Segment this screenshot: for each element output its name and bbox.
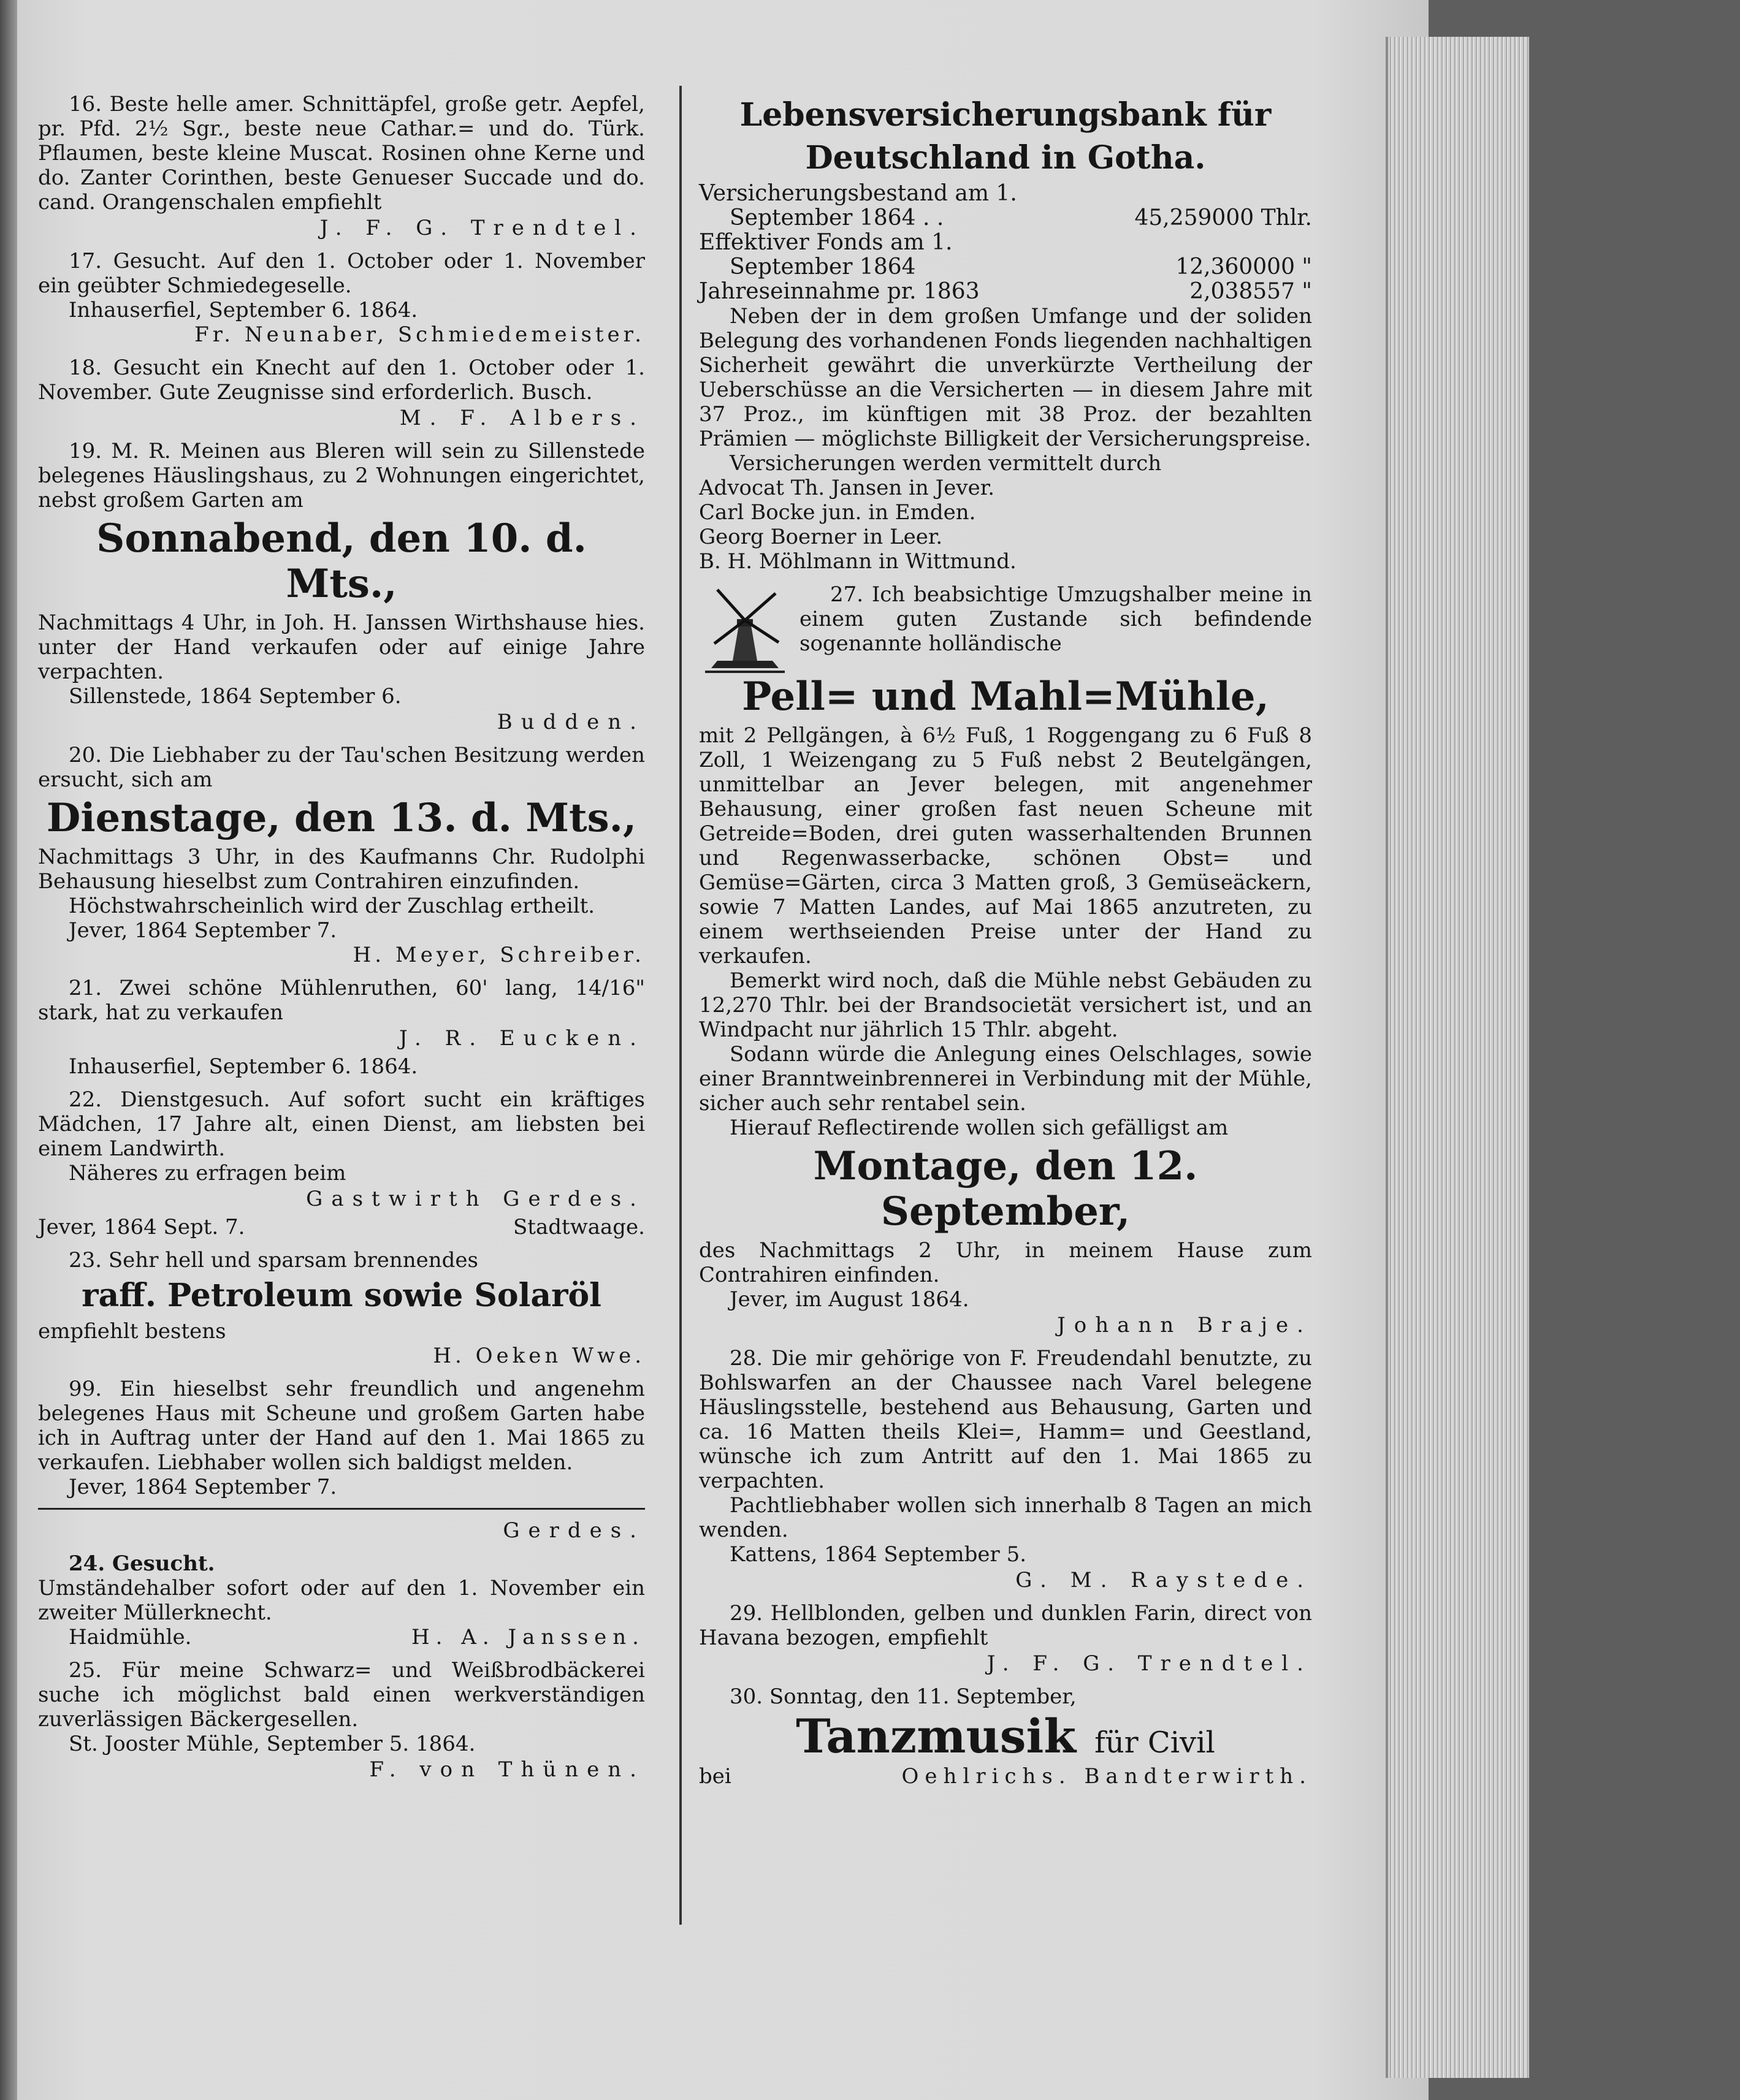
insurance-ad xyxy=(699,96,1312,574)
insurance-line: Versicherungsbestand am 1. xyxy=(699,181,1017,206)
ad-text: Höchstwahrscheinlich wird der Zuschlag ertheilt. xyxy=(69,894,595,918)
insurance-agents-intro: Versicherungen werden vermittelt durch xyxy=(730,451,1162,476)
ad-text: Pachtliebhaber wollen sich innerhalb 8 Tagen an mich wenden. xyxy=(699,1493,1312,1542)
ad-signature: F. von Thünen. xyxy=(369,1757,645,1782)
ad-place: St. Jooster Mühle, September 5. 1864. xyxy=(69,1732,476,1756)
ad-text: 19. M. R. Meinen aus Bleren will sein zu Sillenstede belegenes Häuslingshaus, zu 2 Wohnungen eingerichtet, nebst großem Garten am xyxy=(38,439,645,512)
ad-display-date: Montage, den 12. September, xyxy=(813,1143,1198,1235)
ad-text: 20. Die Liebhaber zu der Tau'schen Besitzung werden ersucht, sich am xyxy=(38,743,645,792)
ad-text: Umständehalber sofort oder auf den 1. November ein zweiter Müllerknecht. xyxy=(38,1576,645,1625)
ad-signature: J. F. G. Trendtel. xyxy=(319,216,645,240)
insurance-value: 2,038557 " xyxy=(1189,279,1312,304)
ad-text: 22. Dienstgesuch. Auf sofort sucht ein kräftiges Mädchen, 17 Jahre alt, einen Dienst, am liebsten bei einem Landwirth. xyxy=(38,1087,645,1161)
insurance-label: Jahreseinnahme pr. 1863 xyxy=(699,279,980,304)
ad-place: Sillenstede, 1864 September 6. xyxy=(69,684,402,709)
ad-text: 25. Für meine Schwarz= und Weißbrodbäckerei suche ich möglichst bald einen werkverständigen zuverlässigen Bäckergesellen. xyxy=(38,1658,645,1732)
right-column xyxy=(699,92,1312,1797)
insurance-body: Neben der in dem großen Umfange und der soliden Belegung des vorhandenen Fonds liegenden nachhaltigen Sicherheit gewährt die unverkürzte Vertheilung der Ueberschüsse an die Versicherten — in diesem Jahre mit 37 Proz., im künftigen mit 38 Proz. der bezahlten Prämien — möglichste Billigkeit der Versicherungspreise. xyxy=(699,304,1312,451)
ad-place-row xyxy=(38,1215,645,1239)
ad-29 xyxy=(699,1601,1312,1676)
section-rule xyxy=(38,1508,645,1510)
ad-22 xyxy=(38,1087,645,1239)
ad-signature: Gastwirth Gerdes. xyxy=(306,1187,645,1211)
ad-place-row xyxy=(38,1625,645,1649)
ad-text: 18. Gesucht ein Knecht auf den 1. October oder 1. November. Gute Zeugnisse sind erforderlich. Busch. xyxy=(38,356,645,405)
insurance-agent: B. H. Möhlmann in Wittmund. xyxy=(699,549,1017,574)
ad-25 xyxy=(38,1658,645,1782)
ad-99 xyxy=(38,1377,645,1499)
insurance-row-1 xyxy=(699,206,1312,230)
ad-28 xyxy=(699,1346,1312,1592)
ad-text: empfiehlt bestens xyxy=(38,1319,226,1344)
ad-text: Näheres zu erfragen beim xyxy=(69,1161,346,1185)
ad-18 xyxy=(38,356,645,430)
insurance-agent: Georg Boerner in Leer. xyxy=(699,525,943,549)
ad-text: 30. Sonntag, den 11. September, xyxy=(730,1684,1077,1709)
ad-heading: 24. Gesucht. xyxy=(69,1551,215,1576)
ad-23 xyxy=(38,1248,645,1368)
insurance-row-4 xyxy=(699,280,1312,304)
ad-display-product: raff. Petroleum sowie Solaröl xyxy=(82,1277,601,1314)
ad-text: 17. Gesucht. Auf den 1. October oder 1. November ein geübter Schmiedegeselle. xyxy=(38,249,645,298)
ad-text: Bemerkt wird noch, daß die Mühle nebst Gebäuden zu 12,270 Thlr. bei der Brandsocietät versichert ist, und an Windpacht nur jährlich 15 Thlr. abgeht. xyxy=(699,968,1312,1042)
ad-signature: M. F. Albers. xyxy=(399,406,645,430)
ad-27 xyxy=(699,582,1312,1337)
ad-place: Inhauserfiel, September 6. 1864. xyxy=(69,1054,418,1079)
ad-signature: H. Oeken Wwe. xyxy=(433,1344,645,1368)
ad-17 xyxy=(38,249,645,347)
ad-text: mit 2 Pellgängen, à 6½ Fuß, 1 Roggengang zu 6 Fuß 8 Zoll, 1 Weizengang zu 5 Fuß nebst 2 Beutelgängen, unmittelbar an Jever belegen, mit angenehmer Behausung, einer großen fast neuen Scheune mit Getreide=Boden, drei guten wasserhaltenden Brunnen und Regenwasserbacke, schönen Obst= und Gemüse=Gärten, circa 3 Matten groß, 3 Gemüseäckern, sowie 7 Matten Landes, auf Mai 1865 anzutreten, zu einem werthseienden Preise unter der Hand zu verkaufen. xyxy=(699,723,1312,968)
ad-21 xyxy=(38,976,645,1079)
ad-signature: H. A. Janssen. xyxy=(411,1625,645,1649)
ad-text: 27. Ich beabsichtige Umzugshalber meine in einem guten Zustande sich befindende sogenannte holländische xyxy=(799,582,1312,656)
book-page-edges xyxy=(1386,37,1529,2078)
ad-16 xyxy=(38,92,645,240)
ad-text: Hierauf Reflectirende wollen sich gefälligst am xyxy=(730,1116,1229,1140)
ad-20 xyxy=(38,743,645,967)
ad-place: Jever, im August 1864. xyxy=(730,1287,969,1312)
ad-place: Inhauserfiel, September 6. 1864. xyxy=(69,298,418,322)
ad-signature: Gerdes. xyxy=(503,1518,645,1543)
ad-text: 16. Beste helle amer. Schnittäpfel, große getr. Aepfel, pr. Pfd. 2½ Sgr., beste neue Cathar.= und do. Türk. Pflaumen, beste kleine Muscat. Rosinen ohne Kerne und do. Zanter Corinthen, beste Genueser Succade und do. cand. Orangenschalen empfiehlt xyxy=(38,92,645,215)
ad-99-signature xyxy=(38,1518,645,1543)
ad-text: 21. Zwei schöne Mühlenruthen, 60' lang, 14/16" stark, hat zu verkaufen xyxy=(38,976,645,1025)
ad-place: Haidmühle. xyxy=(69,1625,192,1649)
ad-display-date: Sonnabend, den 10. d. Mts., xyxy=(96,515,587,607)
ad-signature-row xyxy=(699,1764,1312,1789)
ad-signature: Johann Braje. xyxy=(1057,1313,1312,1337)
ad-text: 99. Ein hieselbst sehr freundlich und angenehm belegenes Haus mit Scheune und großem Garten habe ich in Auftrag unter der Hand auf den 1. Mai 1865 zu verkaufen. Liebhaber wollen sich baldigst melden. xyxy=(38,1377,645,1475)
dance-title: Tanzmusik xyxy=(796,1709,1077,1763)
dance-subtitle: für Civil xyxy=(1094,1725,1215,1760)
column-divider xyxy=(679,86,682,1925)
ad-place: Jever, 1864 September 7. xyxy=(69,918,337,943)
insurance-agent: Advocat Th. Jansen in Jever. xyxy=(699,476,995,500)
insurance-agent: Carl Bocke jun. in Emden. xyxy=(699,500,976,525)
ad-place: Jever, 1864 September 7. xyxy=(69,1475,337,1499)
ad-signature: Oehlrichs. Bandterwirth. xyxy=(901,1764,1312,1789)
ad-signature: G. M. Raystede. xyxy=(1015,1568,1312,1592)
ad-text: Nachmittags 4 Uhr, in Joh. H. Janssen Wirthshause hies. unter der Hand verkaufen oder auf einige Jahre verpachten. xyxy=(38,611,645,684)
ad-text: bei xyxy=(699,1764,731,1789)
ad-display-product: Pell= und Mahl=Mühle, xyxy=(742,674,1269,720)
ad-30 xyxy=(699,1684,1312,1789)
insurance-label: September 1864 . . xyxy=(730,205,944,230)
ad-display-date: Dienstage, den 13. d. Mts., xyxy=(46,795,637,841)
insurance-row-3 xyxy=(699,255,1312,280)
binding-shadow xyxy=(0,0,17,2100)
ad-place: Kattens, 1864 September 5. xyxy=(730,1542,1027,1567)
ad-signature: J. R. Eucken. xyxy=(399,1026,645,1051)
ad-signature: Fr. Neunaber, Schmiedemeister. xyxy=(194,322,645,347)
ad-signature: J. F. G. Trendtel. xyxy=(986,1651,1312,1676)
left-column xyxy=(38,92,645,1790)
insurance-title: Lebensversicherungsbank für xyxy=(739,96,1272,134)
insurance-label: September 1864 xyxy=(730,254,916,280)
ad-place: Jever, 1864 Sept. 7. xyxy=(38,1215,245,1239)
insurance-subtitle: Deutschland in Gotha. xyxy=(805,139,1206,177)
insurance-label: Effektiver Fonds am 1. xyxy=(699,230,953,255)
ad-text: 23. Sehr hell und sparsam brennendes xyxy=(69,1248,478,1273)
insurance-value: 12,360000 " xyxy=(1175,254,1312,280)
ad-text: 29. Hellblonden, gelben und dunklen Farin, direct von Havana bezogen, empfiehlt xyxy=(699,1601,1312,1650)
ad-text: Sodann würde die Anlegung eines Oelschlages, sowie einer Branntweinbrennerei in Verbindung mit der Mühle, sicher auch sehr rentabel sein. xyxy=(699,1042,1312,1116)
ad-19 xyxy=(38,439,645,734)
windmill-icon xyxy=(699,582,791,674)
ad-text: des Nachmittags 2 Uhr, in meinem Hause zum Contrahiren einfinden. xyxy=(699,1238,1312,1287)
ad-place-right: Stadtwaage. xyxy=(513,1215,645,1239)
insurance-value: 45,259000 Thlr. xyxy=(1134,205,1312,230)
ad-signature: H. Meyer, Schreiber. xyxy=(353,943,645,967)
dance-heading xyxy=(699,1709,1312,1764)
ad-text: Nachmittags 3 Uhr, in des Kaufmanns Chr. Rudolphi Behausung hieselbst zum Contrahiren einzufinden. xyxy=(38,845,645,894)
ad-24 xyxy=(38,1551,645,1649)
ad-text: 28. Die mir gehörige von F. Freudendahl benutzte, zu Bohlswarfen an der Chaussee nach Varel belegene Häuslingsstelle, bestehend aus Behausung, Garten und ca. 16 Matten theils Klei=, Hamm= und Geestland, wünsche ich zum Antritt auf den 1. Mai 1865 zu verpachten. xyxy=(699,1346,1312,1493)
ad-signature: Budden. xyxy=(497,710,645,734)
